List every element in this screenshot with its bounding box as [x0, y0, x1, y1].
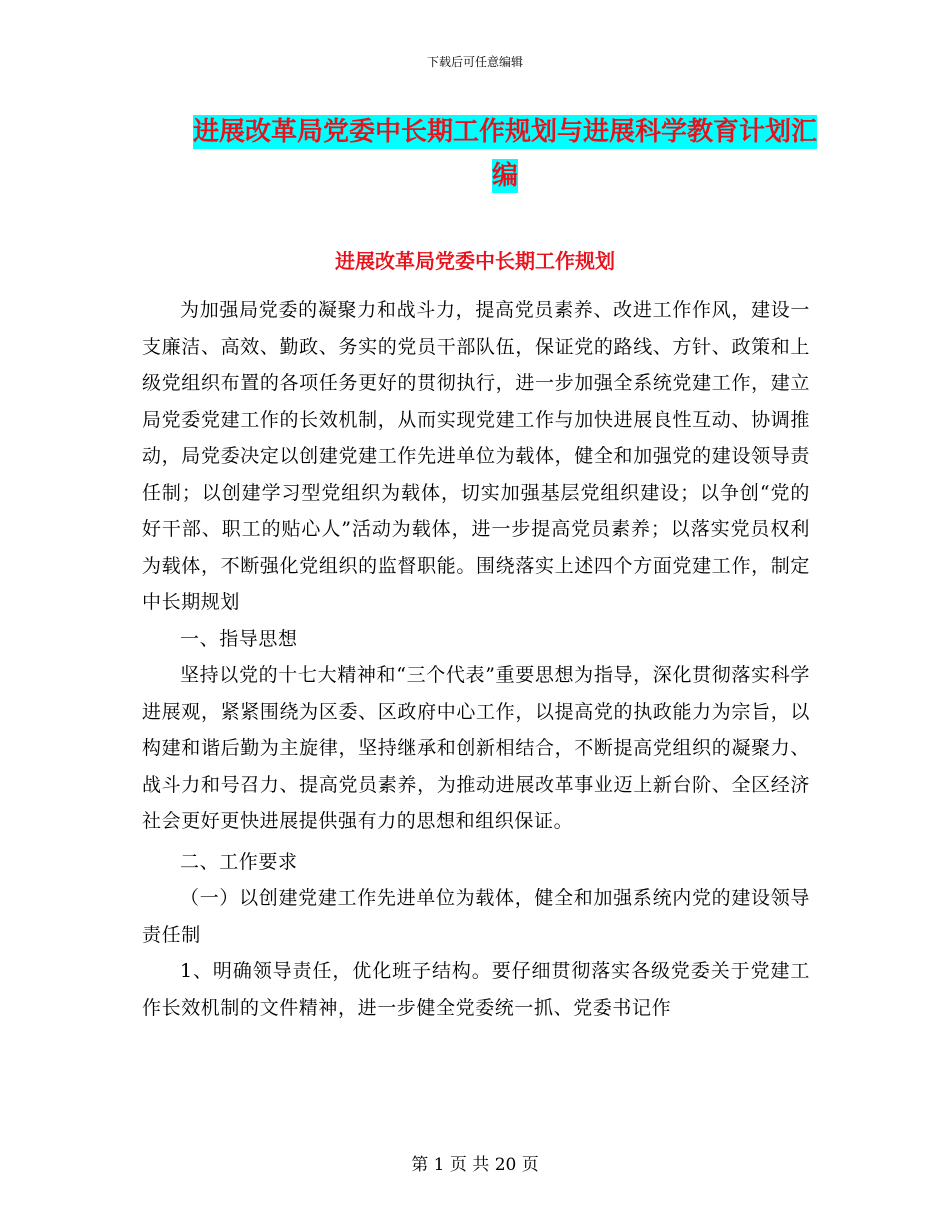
heading-work-requirements: 二、工作要求	[180, 850, 298, 873]
heading-guiding-ideology: 一、指导思想	[180, 627, 298, 650]
page-number-footer: 第 1 页 共 20 页	[411, 1155, 539, 1175]
subheading-requirement-1: （一）以创建党建工作先进单位为载体，健全和加强系统内党的建设领导责任制	[142, 887, 810, 946]
header-note: 下载后可任意编辑	[426, 55, 523, 69]
document-title	[190, 110, 820, 198]
document-title-text: 进展改革局党委中长期工作规划与进展科学教育计划汇编	[192, 117, 817, 191]
paragraph-intro: 为加强局党委的凝聚力和战斗力，提高党员素养、改进工作作风，建设一支廉洁、高效、勤政、务实的党员干部队伍，保证党的路线、方针、政策和上级党组织布置的各项任务更好的贯彻执行，进一步加强全系统党建工作，建立局党委党建工作的长效机制，从而实现党建工作与加快进展良性互动、协调推动，局党委决定以创建党建工作先进单位为载体，健全和加强党的建设领导责任制；以创建学习型党组织为载体，切实加强基层党组织建设；以争创“党的好干部、职工的贴心人”活动为载体，进一步提高党员素养；以落实党员权利为载体，不断强化党组织的监督职能。围绕落实上述四个方面党建工作，制定中长期规划	[142, 299, 810, 613]
section-title: 进展改革局党委中长期工作规划	[335, 249, 615, 273]
paragraph-requirement-1-1: 1、明确领导责任，优化班子结构。要仔细贯彻落实各级党委关于党建工作长效机制的文件精神，进一步健全党委统一抓、党委书记作	[142, 960, 810, 1019]
document-body	[142, 292, 810, 1026]
paragraph-guiding-ideology: 坚持以党的十七大精神和“三个代表”重要思想为指导，深化贯彻落实科学进展观，紧紧围绕为区委、区政府中心工作，以提高党的执政能力为宗旨，以构建和谐后勤为主旋律，坚持继承和创新相结合，不断提高党组织的凝聚力、战斗力和号召力、提高党员素养，为推动进展改革事业迈上新台阶、全区经济社会更好更快进展提供强有力的思想和组织保证。	[142, 664, 810, 832]
